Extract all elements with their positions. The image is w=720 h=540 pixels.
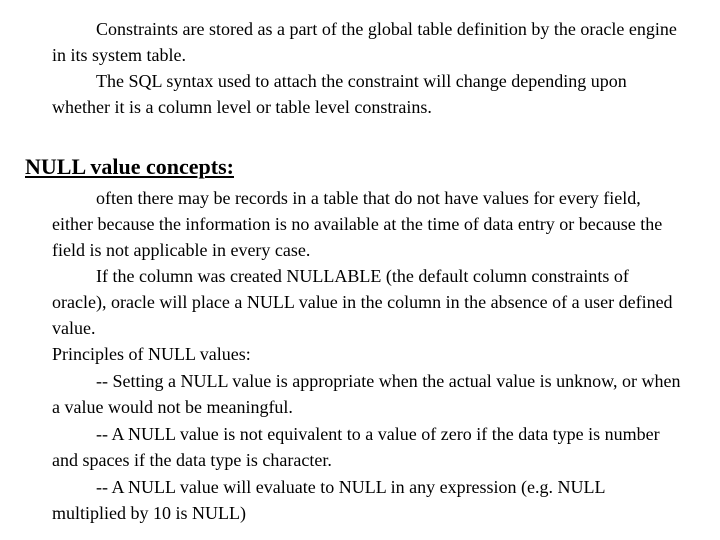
constraints-storage-paragraph: Constraints are stored as a part of the global table definition by the oracle engine in its system table. <box>52 19 677 65</box>
principles-heading: Principles of NULL values: <box>52 344 251 364</box>
nullable-column-paragraph: If the column was created NULLABLE (the default column constraints of oracle), oracle will place a NULL value in the column in the absence of a user defined value. <box>52 266 673 338</box>
principle-appropriate-null: -- Setting a NULL value is appropriate when the actual value is unknow, or when a value would not be meaningful. <box>52 371 681 417</box>
null-value-concepts-heading: NULL value concepts: <box>25 154 234 179</box>
null-records-paragraph: often there may be records in a table that do not have values for every field, either because the information is no available at the time of data entry or because the field is not applicable in every case. <box>52 188 663 260</box>
principle-null-not-zero: -- A NULL value is not equivalent to a value of zero if the data type is number and spaces if the data type is character. <box>52 424 660 470</box>
principle-null-expression: -- A NULL value will evaluate to NULL in any expression (e.g. NULL multiplied by 10 is NULL) <box>52 477 605 523</box>
sql-syntax-paragraph: The SQL syntax used to attach the constraint will change depending upon whether it is a column level or table level constrains. <box>52 71 627 117</box>
